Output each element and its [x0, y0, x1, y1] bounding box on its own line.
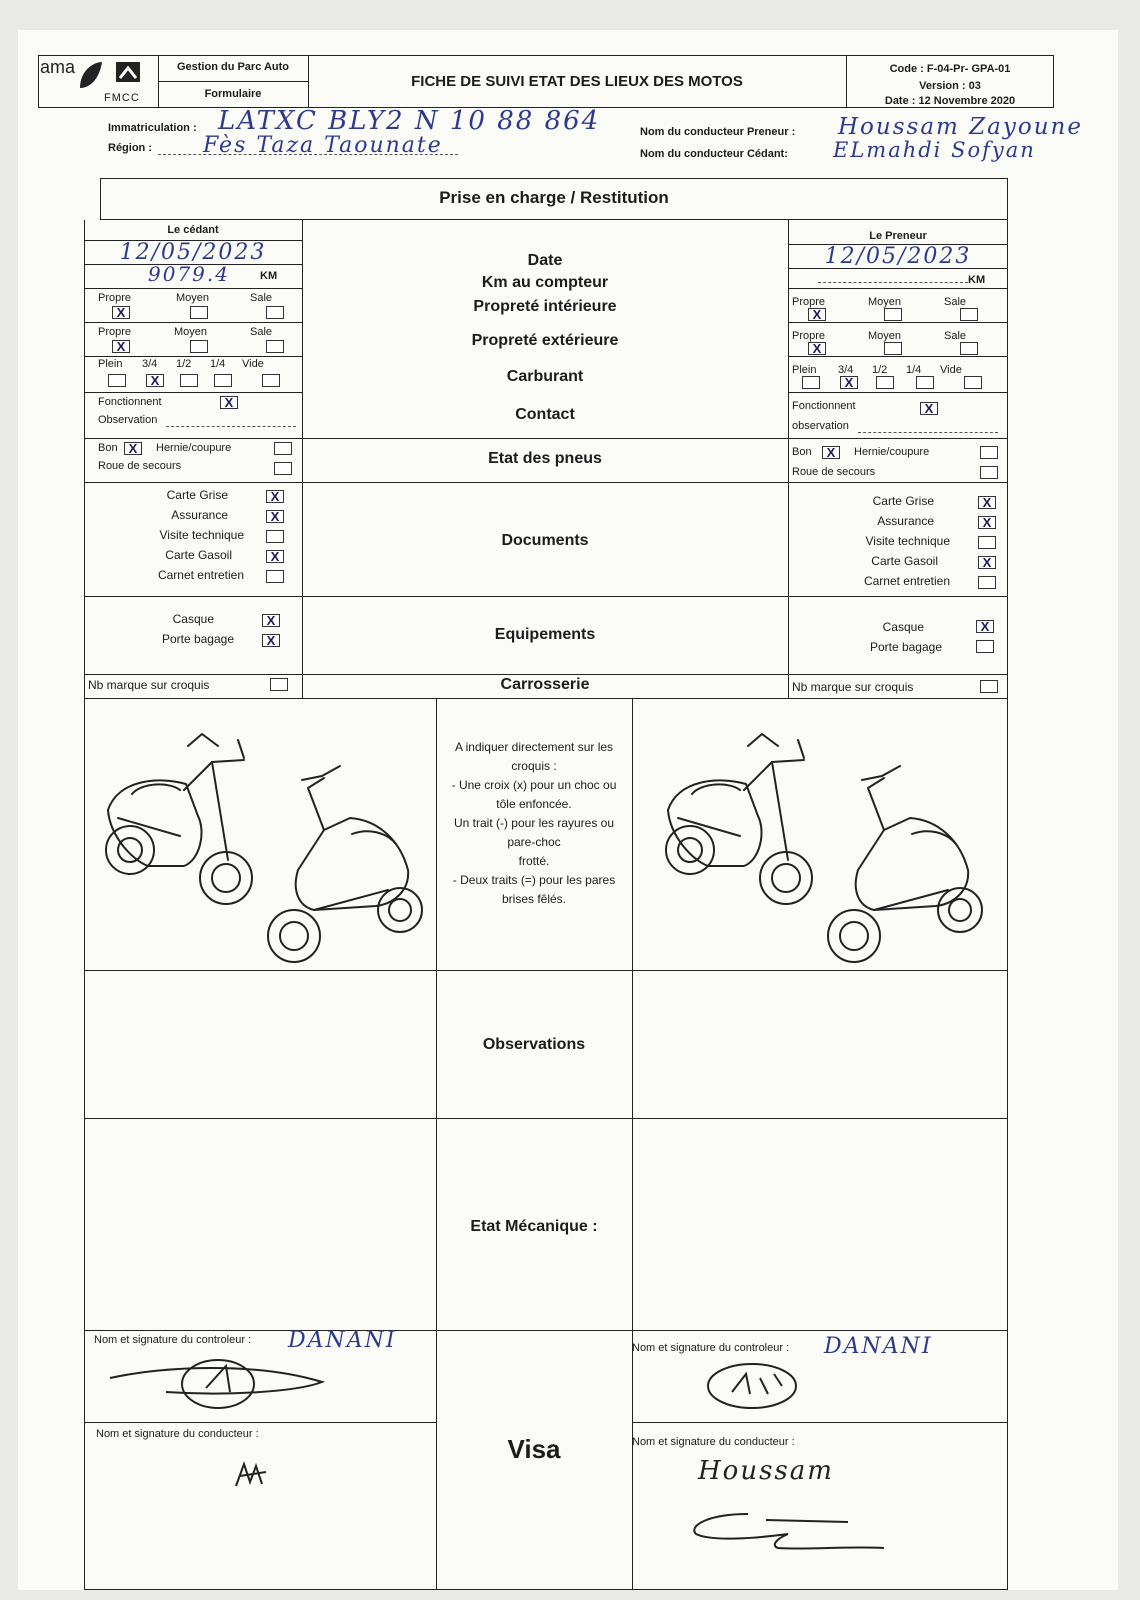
- preneur-label: Nom du conducteur Preneur :: [640, 126, 796, 138]
- c-contact-observation: Observation: [98, 414, 158, 426]
- p-pi-propre: Propre: [792, 296, 826, 308]
- immat-value[interactable]: LATXC BLY2 N 10 88 864: [218, 106, 601, 136]
- c-fuel-34: 3/4: [142, 358, 158, 370]
- c-pe-sale-checkbox[interactable]: [266, 340, 284, 353]
- region-value[interactable]: Fès Taza Taounate: [203, 133, 443, 158]
- c-eq-casque: Casque: [172, 612, 214, 626]
- p-nb-marque-checkbox[interactable]: [980, 680, 998, 693]
- right-cond-signature: [688, 1508, 898, 1558]
- cedant-label: Nom du conducteur Cédant:: [640, 148, 788, 160]
- p-fuel-34-checkbox[interactable]: X: [840, 376, 858, 389]
- p-doc-carnet-checkbox[interactable]: [978, 576, 996, 589]
- cedant-value[interactable]: ELmahdi Sofyan: [833, 138, 1036, 162]
- c-pi-moyen-checkbox[interactable]: [190, 306, 208, 319]
- right-cond-label: Nom et signature du conducteur :: [632, 1436, 795, 1448]
- c-eq-porte-bagage-checkbox[interactable]: X: [262, 634, 280, 647]
- c-doc-carnet: Carnet entretien: [157, 568, 244, 582]
- c-eq-porte-bagage: Porte bagage: [161, 632, 234, 646]
- row-km-label: Km au compteur: [481, 274, 609, 291]
- logo-fmcc-icon: [114, 60, 144, 86]
- carrosserie-instructions: A indiquer directement sur les croquis : - Une croix (x) pour un choc ou tôle enfoncée. Un trait (-) pour les rayures ou pare-choc frotté. - Deux traits (=) pour les pares brises fêlés.: [451, 740, 617, 906]
- c-pe-propre: Propre: [98, 326, 132, 338]
- c-tyre-roue: Roue de secours: [98, 460, 182, 472]
- c-tyre-roue-checkbox[interactable]: [274, 462, 292, 475]
- visa-label: Visa: [507, 1434, 561, 1464]
- p-eq-casque: Casque: [882, 620, 924, 634]
- p-contact-fonctionnent: Fonctionnent: [792, 400, 856, 412]
- p-pe-moyen: Moyen: [868, 330, 902, 342]
- c-doc-visite: Visite technique: [159, 528, 244, 542]
- p-fuel-plein: Plein: [792, 364, 817, 376]
- c-pi-propre: Propre: [98, 292, 132, 304]
- left-ctrl-signature: [106, 1352, 336, 1416]
- p-pi-sale: Sale: [944, 296, 967, 308]
- c-fuel-plein-checkbox[interactable]: [108, 374, 126, 387]
- p-eq-porte-bagage: Porte bagage: [869, 640, 942, 654]
- p-tyre-bon: Bon: [792, 446, 812, 458]
- right-ctrl-label: Nom et signature du controleur :: [632, 1342, 790, 1354]
- left-ctrl-name[interactable]: DANANI: [288, 1328, 397, 1353]
- c-fuel-14-checkbox[interactable]: [214, 374, 232, 387]
- p-fuel-vide: Vide: [940, 364, 962, 376]
- p-pe-propre: Propre: [792, 330, 826, 342]
- c-tyre-bon: Bon: [98, 442, 118, 454]
- scooter-sketch-left[interactable]: [88, 710, 432, 966]
- row-prop-int-label: Propreté intérieure: [473, 298, 617, 315]
- p-pe-moyen-checkbox[interactable]: [884, 342, 902, 355]
- cedant-km-unit: KM: [260, 270, 278, 282]
- p-doc-gasoil: Carte Gasoil: [871, 554, 938, 568]
- p-doc-visite-checkbox[interactable]: [978, 536, 996, 549]
- preneur-heading: Le Preneur: [869, 230, 927, 242]
- p-tyre-bon-checkbox[interactable]: X: [822, 446, 840, 459]
- p-tyre-roue-checkbox[interactable]: [980, 466, 998, 479]
- row-pneus-label: Etat des pneus: [488, 450, 602, 467]
- form-page: [18, 30, 1118, 1590]
- c-doc-assurance-checkbox[interactable]: X: [266, 510, 284, 523]
- c-pe-moyen-checkbox[interactable]: [190, 340, 208, 353]
- right-cond-name[interactable]: Houssam: [698, 1456, 834, 1486]
- right-ctrl-signature: [698, 1356, 818, 1414]
- p-fuel-12-checkbox[interactable]: [876, 376, 894, 389]
- p-doc-assurance-checkbox[interactable]: X: [978, 516, 996, 529]
- logo-fmcc: FMCC: [104, 92, 140, 104]
- left-ctrl-label: Nom et signature du controleur :: [94, 1334, 252, 1346]
- c-doc-gasoil-checkbox[interactable]: X: [266, 550, 284, 563]
- region-label: Région :: [108, 142, 152, 154]
- preneur-value[interactable]: Houssam Zayoune: [838, 114, 1083, 140]
- section-title: Prise en charge / Restitution: [439, 188, 669, 207]
- row-contact-label: Contact: [515, 406, 575, 423]
- c-nb-marque: Nb marque sur croquis: [88, 678, 210, 692]
- p-nb-marque: Nb marque sur croquis: [792, 680, 914, 694]
- preneur-date[interactable]: 12/05/2023: [824, 244, 972, 269]
- c-pi-sale-checkbox[interactable]: [266, 306, 284, 319]
- c-doc-carte-grise: Carte Grise: [166, 488, 228, 502]
- c-tyre-bon-checkbox[interactable]: X: [124, 442, 142, 455]
- c-doc-visite-checkbox[interactable]: [266, 530, 284, 543]
- c-pe-sale: Sale: [250, 326, 273, 338]
- preneur-km-unit: KM: [968, 274, 986, 286]
- p-fuel-12: 1/2: [872, 364, 888, 376]
- c-fuel-vide-checkbox[interactable]: [262, 374, 280, 387]
- dept-name: Gestion du Parc Auto: [176, 61, 290, 73]
- p-pe-sale-checkbox[interactable]: [960, 342, 978, 355]
- c-pe-propre-checkbox[interactable]: X: [112, 340, 130, 353]
- c-tyre-hernie-checkbox[interactable]: [274, 442, 292, 455]
- p-pi-moyen-checkbox[interactable]: [884, 308, 902, 321]
- p-contact-observation: observation: [792, 420, 849, 432]
- p-pi-moyen: Moyen: [868, 296, 902, 308]
- row-carburant-label: Carburant: [506, 368, 584, 385]
- c-fuel-plein: Plein: [98, 358, 123, 370]
- left-cond-label: Nom et signature du conducteur :: [96, 1428, 259, 1440]
- p-doc-carte-grise-checkbox[interactable]: X: [978, 496, 996, 509]
- c-fuel-34-checkbox[interactable]: X: [146, 374, 164, 387]
- c-pi-propre-checkbox[interactable]: X: [112, 306, 130, 319]
- left-cond-signature: [232, 1458, 272, 1494]
- p-tyre-hernie: Hernie/coupure: [854, 446, 930, 458]
- c-contact-fonctionnent: Fonctionnent: [98, 396, 162, 408]
- row-prop-ext-label: Propreté extérieure: [471, 332, 619, 349]
- row-mecanique-label: Etat Mécanique :: [470, 1218, 598, 1235]
- c-fuel-14: 1/4: [210, 358, 226, 370]
- row-equipements-label: Equipements: [494, 626, 596, 643]
- doc-type: Formulaire: [204, 88, 262, 100]
- p-doc-carte-grise: Carte Grise: [872, 494, 934, 508]
- p-tyre-roue: Roue de secours: [792, 466, 876, 478]
- cedant-heading: Le cédant: [167, 224, 219, 236]
- c-eq-casque-checkbox[interactable]: X: [262, 614, 280, 627]
- doc-version: Version : 03: [919, 80, 981, 92]
- p-fuel-34: 3/4: [838, 364, 854, 376]
- c-nb-marque-checkbox[interactable]: [270, 678, 288, 691]
- row-carrosserie-label: Carrosserie: [500, 676, 590, 693]
- p-pi-sale-checkbox[interactable]: [960, 308, 978, 321]
- logo-leaf-icon: [76, 58, 106, 94]
- p-eq-casque-checkbox[interactable]: X: [976, 620, 994, 633]
- scooter-sketch-right[interactable]: [636, 710, 1004, 966]
- form-title: FICHE DE SUIVI ETAT DES LIEUX DES MOTOS: [411, 73, 743, 90]
- c-pi-sale: Sale: [250, 292, 273, 304]
- doc-code: Code : F-04-Pr- GPA-01: [889, 63, 1011, 75]
- immat-label: Immatriculation :: [108, 122, 197, 134]
- row-documents-label: Documents: [501, 532, 589, 549]
- p-pi-propre-checkbox[interactable]: X: [808, 308, 826, 321]
- c-fuel-vide: Vide: [242, 358, 264, 370]
- c-fuel-12-checkbox[interactable]: [180, 374, 198, 387]
- cedant-km[interactable]: 9079.4: [148, 262, 230, 286]
- p-contact-checkbox[interactable]: X: [920, 402, 938, 415]
- p-pe-propre-checkbox[interactable]: X: [808, 342, 826, 355]
- p-doc-assurance: Assurance: [877, 514, 934, 528]
- p-fuel-plein-checkbox[interactable]: [802, 376, 820, 389]
- c-contact-checkbox[interactable]: X: [220, 396, 238, 409]
- p-fuel-vide-checkbox[interactable]: [964, 376, 982, 389]
- p-pe-sale: Sale: [944, 330, 967, 342]
- c-pe-moyen: Moyen: [174, 326, 208, 338]
- p-doc-gasoil-checkbox[interactable]: X: [978, 556, 996, 569]
- c-fuel-12: 1/2: [176, 358, 192, 370]
- p-eq-porte-bagage-checkbox[interactable]: [976, 640, 994, 653]
- logo-ama: ama: [40, 57, 76, 77]
- p-fuel-14: 1/4: [906, 364, 922, 376]
- cedant-date[interactable]: 12/05/2023: [119, 240, 267, 265]
- c-doc-assurance: Assurance: [171, 508, 228, 522]
- p-tyre-hernie-checkbox[interactable]: [980, 446, 998, 459]
- c-doc-carte-grise-checkbox[interactable]: X: [266, 490, 284, 503]
- p-fuel-14-checkbox[interactable]: [916, 376, 934, 389]
- doc-date: Date : 12 Novembre 2020: [884, 95, 1016, 107]
- c-doc-carnet-checkbox[interactable]: [266, 570, 284, 583]
- row-date-label: Date: [527, 252, 563, 269]
- c-tyre-hernie: Hernie/coupure: [156, 442, 232, 454]
- c-pi-moyen: Moyen: [176, 292, 210, 304]
- c-doc-gasoil: Carte Gasoil: [165, 548, 232, 562]
- p-doc-visite: Visite technique: [865, 534, 950, 548]
- p-doc-carnet: Carnet entretien: [863, 574, 950, 588]
- row-observations-label: Observations: [482, 1036, 586, 1053]
- right-ctrl-name[interactable]: DANANI: [824, 1334, 933, 1359]
